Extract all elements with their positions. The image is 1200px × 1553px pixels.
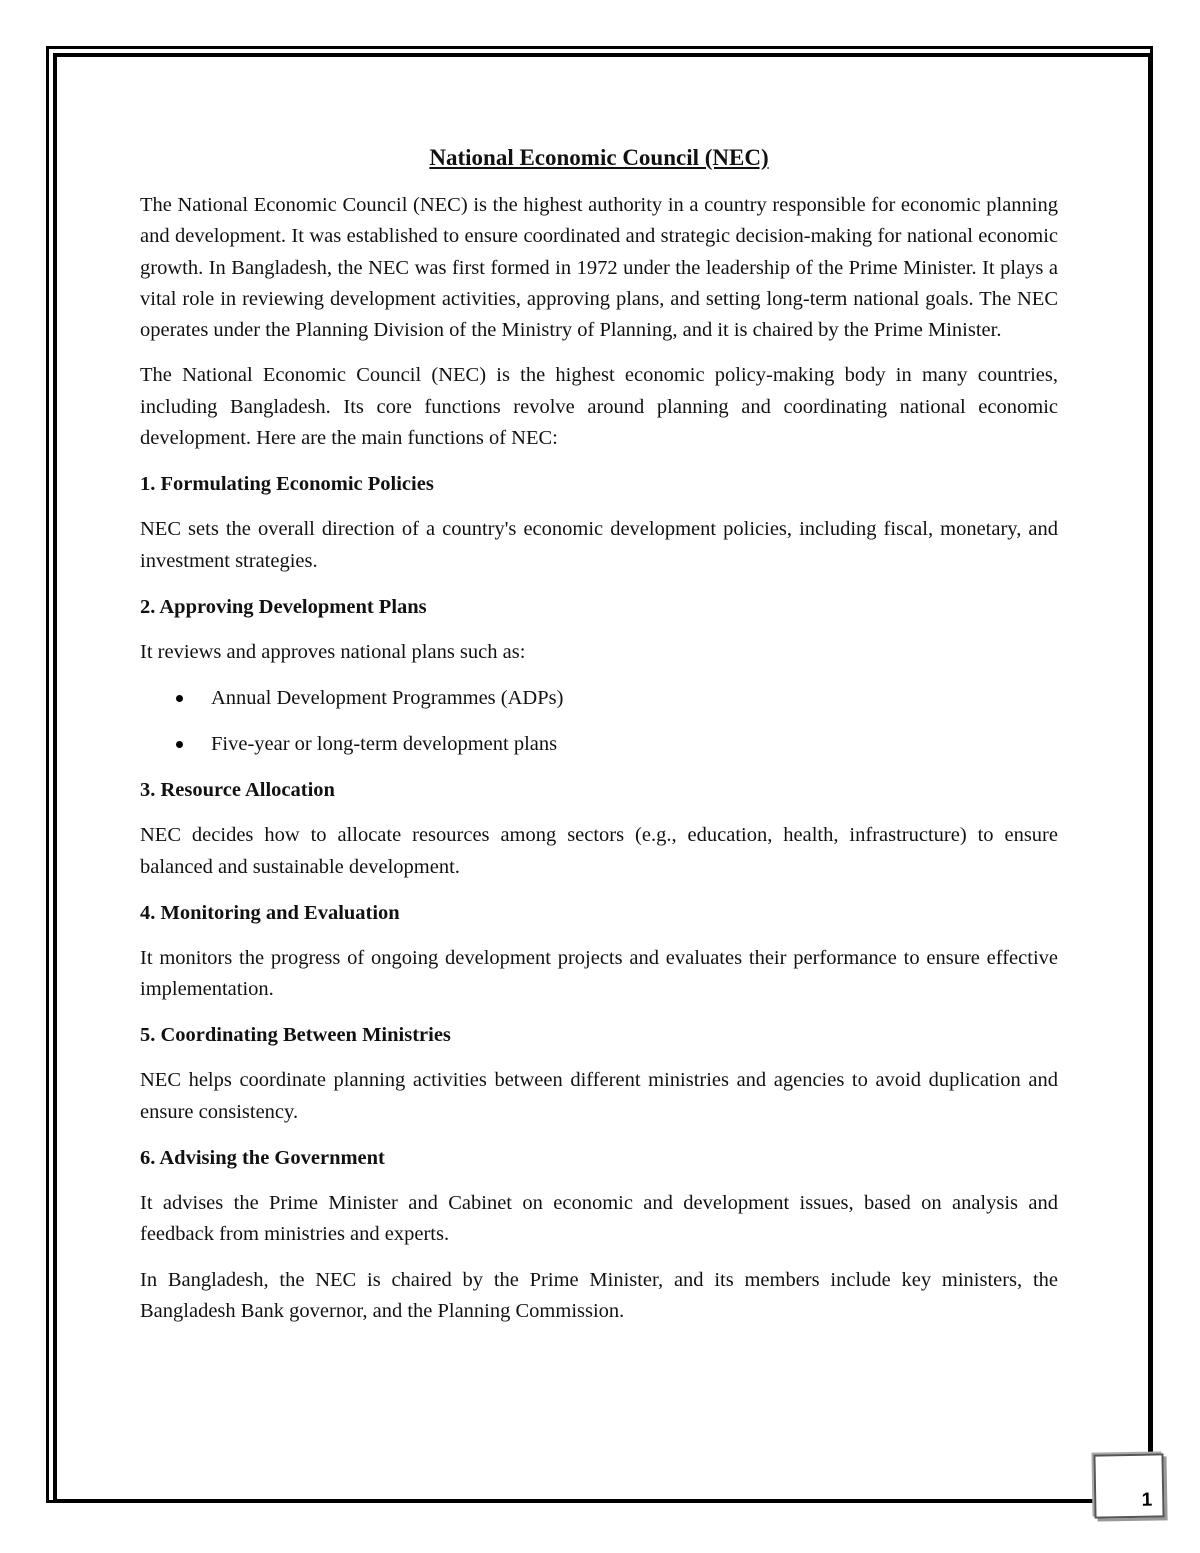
section-heading-1: 1. Formulating Economic Policies <box>140 473 434 496</box>
closing-paragraph: In Bangladesh, the NEC is chaired by the Prime Minister, and its members include key ministers, the Bangladesh Bank governor, and the Planning Commission. <box>140 1268 1058 1322</box>
section-heading-6: 6. Advising the Government <box>140 1147 385 1170</box>
section-text-2: It reviews and approves national plans such as: <box>140 640 526 663</box>
section-heading-2: 2. Approving Development Plans <box>140 595 427 618</box>
section-heading-5: 5. Coordinating Between Ministries <box>140 1024 451 1047</box>
bullet-dot-icon <box>176 741 183 748</box>
bullet-text: Five-year or long-term development plans <box>211 733 558 756</box>
intro-paragraph-1: The National Economic Council (NEC) is the highest authority in a country responsible for economic planning and development. It was established to ensure coordinated and strategic decision-making for national economic growth. In Bangladesh, the NEC was first formed in 1972 under the leadership of the Prime Minister. It plays a vital role in reviewing development activities, approving plans, and setting long-term national goals. The NEC operates under the Planning Division of the Ministry of Planning, and it is chaired by the Prime Minister. <box>140 194 1058 342</box>
section-heading-3: 3. Resource Allocation <box>140 779 335 802</box>
document-title: National Economic Council (NEC) <box>429 145 769 170</box>
intro-paragraph-2: The National Economic Council (NEC) is the highest economic policy-making body in many countries, including Bangladesh. Its core functions revolve around planning and coordinating national economic development. Here are the main functions of NEC: <box>140 364 1058 450</box>
bullet-item <box>140 682 1058 714</box>
bullet-item <box>140 728 1058 760</box>
section-text-1: NEC sets the overall direction of a country's economic development policies, including fiscal, monetary, and investment strategies. <box>140 518 1058 572</box>
section-text-6: It advises the Prime Minister and Cabinet on economic and development issues, based on analysis and feedback from ministries and experts. <box>140 1192 1058 1246</box>
bullet-dot-icon <box>176 695 183 702</box>
page-number: 1 <box>1141 1489 1153 1511</box>
section-text-3: NEC decides how to allocate resources among sectors (e.g., education, health, infrastructure) to ensure balanced and sustainable development. <box>140 824 1058 878</box>
bullet-list <box>140 682 1058 760</box>
page-number-box <box>1093 1453 1164 1518</box>
bullet-text: Annual Development Programmes (ADPs) <box>211 687 564 710</box>
document-body <box>140 140 1058 1341</box>
section-text-5: NEC helps coordinate planning activities between different ministries and agencies to avoid duplication and ensure consistency. <box>140 1069 1058 1123</box>
section-heading-4: 4. Monitoring and Evaluation <box>140 901 400 924</box>
section-text-4: It monitors the progress of ongoing development projects and evaluates their performance to ensure effective implementation. <box>140 946 1058 1001</box>
